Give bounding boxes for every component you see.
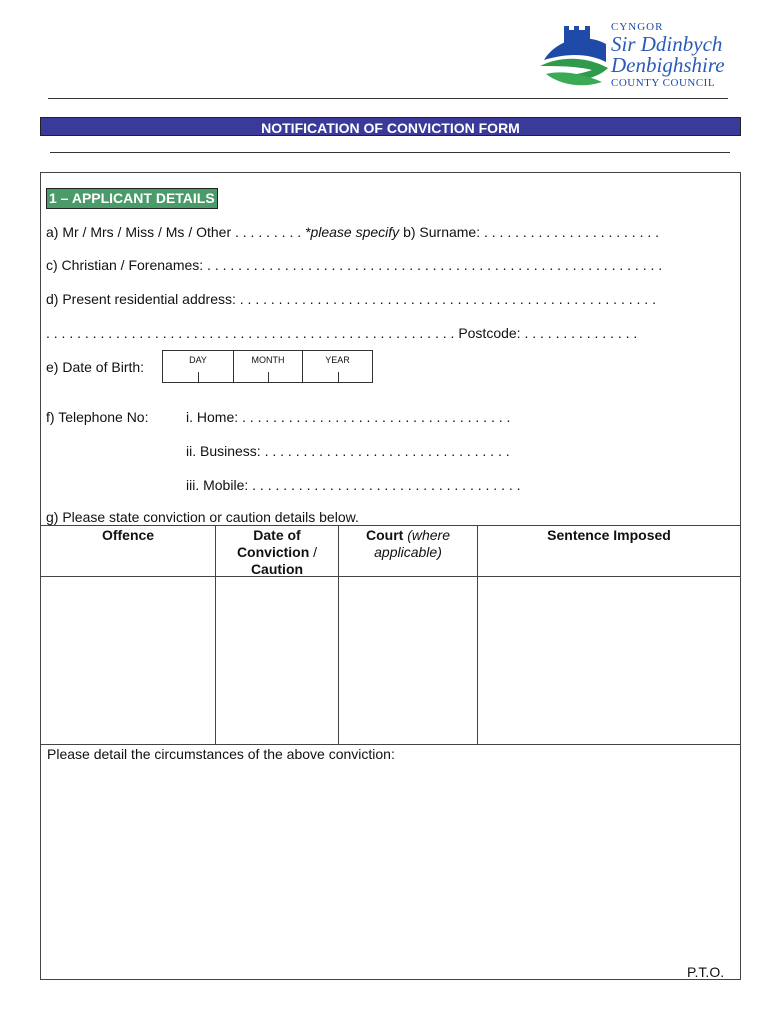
header-date-slash: / [313,544,318,560]
header-sentence [477,525,741,577]
dob-year-box[interactable] [302,350,373,383]
sentence-input-cell[interactable] [477,576,741,745]
header-date-conviction: Conviction [236,544,310,560]
dob-day-label: DAY [189,355,207,365]
court-input-cell[interactable] [338,576,478,745]
header-offence-label: Offence [101,527,155,543]
please-specify-note: *please specify [305,224,400,240]
offence-input-cell[interactable] [40,576,216,745]
conviction-intro: g) Please state conviction or caution details below. [46,509,359,525]
header-date-label-3: Caution [250,561,304,577]
dob-month-box[interactable] [233,350,303,383]
address-continuation[interactable]: . . . . . . . . . . . . . . . . . . . . . . . . . . . . . . . . . . . . . . . . . . . . . . . . . . . . . [46,325,455,341]
header-date-label-1: Date of [253,527,301,543]
header-offence [40,525,216,577]
dob-year-label: YEAR [325,355,350,365]
header-court [338,525,478,577]
circumstances-box[interactable] [40,744,741,980]
circumstances-label: Please detail the circumstances of the above conviction: [47,746,395,762]
header-court-title: Court [365,527,404,543]
address-field[interactable]: d) Present residential address: . . . . . . . . . . . . . . . . . . . . . . . . . . . . . . . . . . . . . . . . . . . . . . . . . . . . . . [46,291,656,307]
surname-field[interactable]: b) Surname: . . . . . . . . . . . . . . . . . . . . . . . [403,224,660,240]
address-field-line-2[interactable] [46,325,637,341]
council-logo-text [611,22,725,89]
section-applicant-details: 1 – APPLICANT DETAILS [46,188,218,209]
dob-year-divider [338,372,339,382]
telephone-business-field[interactable]: ii. Business: . . . . . . . . . . . . . . . . . . . . . . . . . . . . . . . . [186,443,510,459]
title-divider [50,152,730,153]
logo-county-council: COUNTY COUNCIL [611,77,716,89]
logo-sir-ddinbych: Sir Ddinbych [611,32,723,56]
header-court-note-2: applicable) [374,544,442,560]
header-sentence-label: Sentence Imposed [547,527,671,543]
title-field[interactable] [46,224,659,240]
dob-month-label: MONTH [251,355,285,365]
header-court-note-1: (where [407,527,450,543]
telephone-label: f) Telephone No: [46,409,149,425]
logo-denbighshire: Denbighshire [611,53,725,77]
logo-cyngor: CYNGOR [611,21,664,33]
dob-label: e) Date of Birth: [46,359,145,375]
header-date-label-2 [216,544,338,561]
postcode-field[interactable]: Postcode: . . . . . . . . . . . . . . . [458,325,638,341]
title-field-label: a) Mr / Mrs / Miss / Ms / Other . . . . . . . . . [46,224,302,240]
telephone-mobile-field[interactable]: iii. Mobile: . . . . . . . . . . . . . . . . . . . . . . . . . . . . . . . . . . . [186,477,521,493]
dob-day-divider [198,372,199,382]
dob-month-divider [268,372,269,382]
top-divider [48,98,728,99]
header-court-label-1 [339,527,477,544]
forenames-field[interactable]: c) Christian / Forenames: . . . . . . . . . . . . . . . . . . . . . . . . . . . . . . . . . . . . . . . . . . . . . . . . . . . . . . . . . . . [46,257,663,273]
pto-label: P.T.O. [687,964,725,980]
dob-day-box[interactable] [162,350,234,383]
form-title: NOTIFICATION OF CONVICTION FORM [40,117,741,136]
date-input-cell[interactable] [215,576,339,745]
telephone-home-field[interactable]: i. Home: . . . . . . . . . . . . . . . . . . . . . . . . . . . . . . . . . . . [186,409,511,425]
header-date [215,525,339,577]
